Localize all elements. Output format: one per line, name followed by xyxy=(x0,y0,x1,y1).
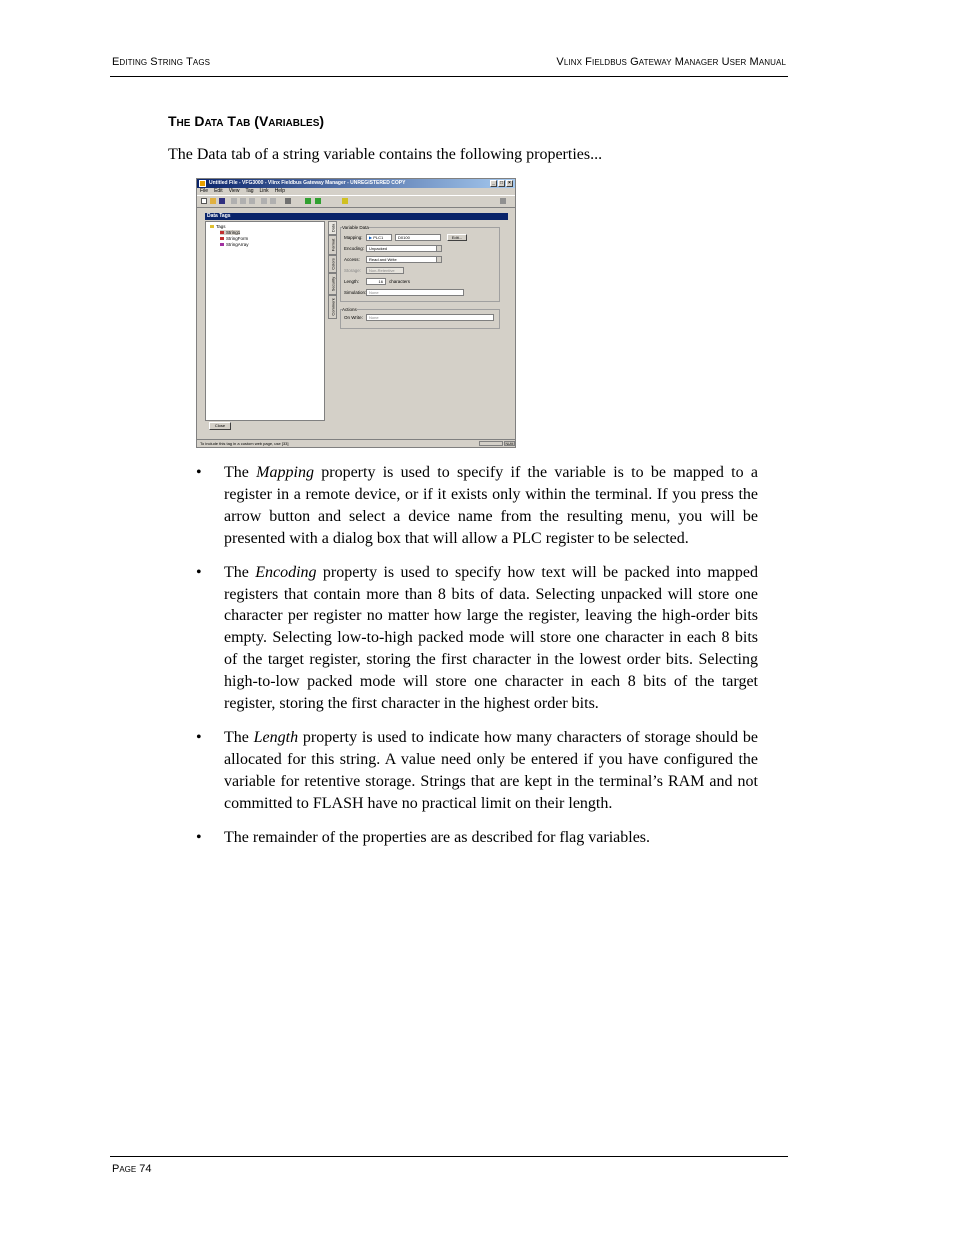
tree-item-string1[interactable]: String1 xyxy=(220,230,240,235)
mapping-register[interactable]: D0100 xyxy=(395,234,441,241)
app-screenshot xyxy=(196,178,516,448)
toolbar xyxy=(197,195,515,208)
menu-link[interactable]: Link xyxy=(259,188,269,194)
save-icon[interactable] xyxy=(219,198,225,204)
wizard-icon[interactable] xyxy=(342,198,348,204)
string-array-icon xyxy=(220,243,224,246)
section-title: The Data Tab (Variables) xyxy=(168,113,325,129)
status-text: To include this tag in a custom web page, use [33] xyxy=(200,441,289,446)
running-header-left: Editing String Tags xyxy=(112,56,211,68)
undo-icon xyxy=(261,198,267,204)
bullet-icon: • xyxy=(196,828,202,846)
simulation-field[interactable]: None xyxy=(366,289,464,296)
menu-view[interactable]: View xyxy=(228,188,240,194)
variable-data-label: Variable Data xyxy=(342,225,369,230)
menu-file[interactable]: File xyxy=(200,188,209,194)
bullet-icon: • xyxy=(196,728,202,746)
string-tag-icon xyxy=(220,231,224,234)
list-item: • The Encoding property is used to specify how text will be packed into mapped registers that contain more than 8 bits of data. Selecting unpacked will store one character per register no matter how large the register, leaving the high-order bits empty. Selecting low-to-high packed mode will store one character in each 8 bits of the target register, storing the first character in the lowest order bits. Selecting high-to-low packed mode will store one character in each 8 bits of the target register, storing the first character in the highest order bits. xyxy=(196,563,759,713)
encoding-label: Encoding: xyxy=(344,246,365,251)
onwrite-field[interactable]: None xyxy=(366,314,494,321)
actions-label: Actions xyxy=(342,307,357,312)
tree-item-stringform[interactable]: StringForm xyxy=(220,236,248,241)
app-icon xyxy=(199,180,206,187)
status-cell-num: NUM xyxy=(505,442,514,446)
bullet-list xyxy=(196,462,758,849)
tab-security[interactable]: Security xyxy=(328,273,337,295)
chevron-down-icon[interactable] xyxy=(436,246,441,251)
mapping-label: Mapping: xyxy=(344,235,363,240)
length-field[interactable]: 16 xyxy=(366,278,386,285)
onwrite-label: On Write: xyxy=(344,315,363,320)
new-file-icon[interactable] xyxy=(201,198,207,204)
link-icon[interactable] xyxy=(285,198,291,204)
access-select[interactable]: Read and Write xyxy=(366,256,442,263)
menu-bar xyxy=(197,188,515,195)
help-icon[interactable] xyxy=(500,198,506,204)
list-item: • The Length property is used to indicate how many characters of storage should be allocated for this string. A value need only be entered if you have configured the variable for retentive storage. Strings that are kept in the terminal’s RAM and not committed to FLASH have no practical limit on their length. xyxy=(196,728,759,812)
menu-edit[interactable]: Edit xyxy=(214,188,223,194)
length-label: Length: xyxy=(344,279,360,284)
panel-title: Data Tags xyxy=(205,213,508,220)
tab-colors[interactable]: Colors xyxy=(328,255,337,273)
menu-help[interactable]: Help xyxy=(274,188,285,194)
encoding-select[interactable]: Unpacked xyxy=(366,245,442,252)
intro-paragraph: The Data tab of a string variable contains the following properties... xyxy=(168,146,603,163)
redo-icon xyxy=(270,198,276,204)
window-titlebar xyxy=(197,179,515,188)
maximize-icon[interactable]: □ xyxy=(499,180,504,186)
length-unit: characters xyxy=(389,279,411,284)
download-icon[interactable] xyxy=(315,198,321,204)
minimize-icon[interactable]: _ xyxy=(490,180,497,187)
menu-tag[interactable]: Tag xyxy=(245,188,254,194)
bullet-icon: • xyxy=(196,464,202,481)
tree-item-stringarray[interactable]: StringArray xyxy=(220,242,249,247)
list-item: • The remainder of the properties are as described for flag variables. xyxy=(196,827,758,849)
storage-select: Non-Retentive xyxy=(366,267,404,274)
chevron-down-icon[interactable] xyxy=(436,257,441,262)
tag-tree xyxy=(205,221,325,421)
status-cell-blank xyxy=(479,441,503,446)
close-button[interactable]: Close xyxy=(209,422,231,430)
upload-icon[interactable] xyxy=(305,198,311,204)
close-icon[interactable]: × xyxy=(506,180,513,187)
window-title: Untitled File - VFG3000 - Vlinx Fieldbus Gateway Manager - UNREGISTERED COPY xyxy=(209,180,406,186)
folder-icon xyxy=(210,225,214,228)
bullet-icon: • xyxy=(196,563,202,581)
tab-format[interactable]: Format xyxy=(328,235,337,255)
simulation-label: Simulation: xyxy=(344,290,367,295)
storage-label: Storage: xyxy=(344,268,362,273)
paste-icon xyxy=(249,198,255,204)
open-folder-icon[interactable] xyxy=(210,198,216,204)
running-header-right: Vlinx Fieldbus Gateway Manager User Manual xyxy=(556,56,786,68)
string-tag-icon xyxy=(220,237,224,240)
properties-pane xyxy=(338,221,508,431)
list-item: • The Mapping property is used to specify if the variable is to be mapped to a register in a remote device, or if it exists only within the terminal. If you press the arrow button and select a device name from the resulting menu, you will be presented with a dialog box that will allow a PLC register to be selected. xyxy=(196,464,759,547)
tab-data[interactable]: Data xyxy=(328,221,337,235)
cut-icon xyxy=(231,198,237,204)
header-rule xyxy=(110,76,788,77)
tab-comment[interactable]: Comment xyxy=(328,295,337,319)
window-controls xyxy=(490,180,513,187)
edit-button[interactable]: Edit... xyxy=(447,234,467,241)
tree-root[interactable]: Tags xyxy=(210,224,226,229)
mapping-select[interactable]: ▶ PLC1 xyxy=(366,234,392,241)
footer-rule xyxy=(110,1156,788,1157)
access-label: Access: xyxy=(344,257,360,262)
page-number: Page 74 xyxy=(112,1163,152,1175)
vertical-tabs xyxy=(328,221,338,319)
copy-icon xyxy=(240,198,246,204)
status-bar xyxy=(197,439,515,447)
